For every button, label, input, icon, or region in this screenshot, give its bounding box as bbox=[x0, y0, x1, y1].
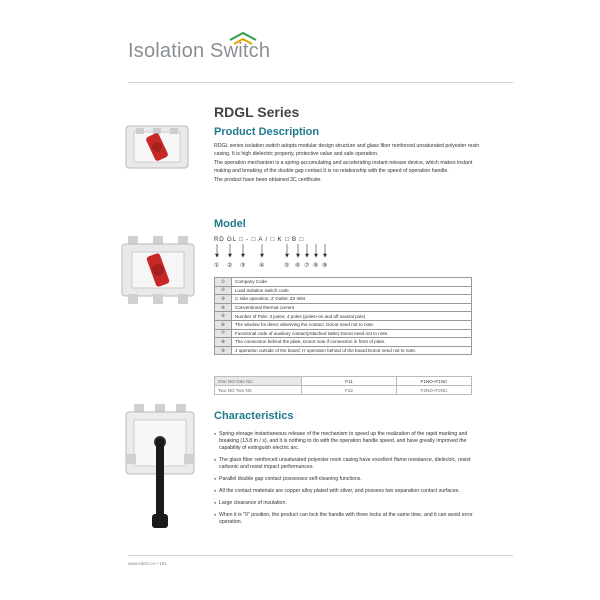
roof-logo-icon bbox=[228, 32, 258, 46]
table-row bbox=[215, 377, 472, 386]
brand-title: Isolation Switch bbox=[128, 40, 271, 62]
product-description-body bbox=[214, 143, 482, 185]
table-row bbox=[215, 303, 472, 312]
row-description: J operation outside of the board; H operation behind of the board.Donot need not to note. bbox=[232, 346, 472, 355]
aux-cell: F22 bbox=[302, 386, 397, 395]
table-row bbox=[215, 286, 472, 295]
description-paragraph: RDGL series isolation switch adopts modular design structure and glass fiber reinforced unsaturated polyester resin casing. It is high dielectric property, protective value and safe operation. bbox=[214, 143, 480, 157]
marker: ① bbox=[214, 263, 220, 269]
footer-rule bbox=[128, 555, 513, 556]
characteristics-list bbox=[214, 431, 482, 531]
auxiliary-contact-table bbox=[214, 376, 472, 395]
model-markers bbox=[214, 262, 334, 270]
model-heading: Model bbox=[214, 218, 246, 230]
table-row bbox=[215, 312, 472, 321]
aux-cell: F2NO+F2NC bbox=[397, 386, 472, 395]
product-image-1 bbox=[122, 122, 192, 172]
product-description-heading: Product Description bbox=[214, 126, 320, 138]
row-number: ③ bbox=[215, 295, 232, 304]
list-item: ● The glass fiber reinforced unsaturated polyester resin casing have excellent flame resistance, dielectric, resist carbonic and resist impact performances. bbox=[214, 457, 482, 471]
row-number: ⑤ bbox=[215, 312, 232, 321]
row-description: Load isolation switch code bbox=[232, 286, 472, 295]
row-description: C side operation; Z Outlet; Z2 Inlet bbox=[232, 295, 472, 304]
characteristics-heading: Characteristics bbox=[214, 410, 294, 422]
series-title: RDGL Series bbox=[214, 104, 300, 120]
row-number: ⑥ bbox=[215, 320, 232, 329]
footer-text: www.rdcln.cn • 101 bbox=[128, 561, 167, 566]
description-paragraph: The operation mechanism is a spring-accumulating and accelerating instant-release device, which makes instant making and breaking of the double gap contact.It is no relationship with the speed of operation handle. bbox=[214, 160, 473, 174]
row-description: Functional code of auxiliary contact(Attached table).Donot need not to note. bbox=[232, 329, 472, 338]
row-number: ⑨ bbox=[215, 346, 232, 355]
header-rule bbox=[128, 82, 513, 83]
list-item: ● Parallel double gap contact possesses self-cleaning functions. bbox=[214, 476, 482, 483]
model-arrows bbox=[214, 244, 334, 260]
marker: ③ bbox=[240, 263, 246, 269]
row-number: ⑦ bbox=[215, 329, 232, 338]
row-number: ④ bbox=[215, 303, 232, 312]
row-number: ① bbox=[215, 278, 232, 287]
table-row bbox=[215, 386, 472, 395]
marker: ⑨ bbox=[322, 263, 328, 269]
aux-cell: F11 bbox=[302, 377, 397, 386]
aux-cell: Two NO Two NC bbox=[215, 386, 302, 395]
table-row bbox=[215, 278, 472, 287]
marker: ② bbox=[227, 263, 233, 269]
product-image-2 bbox=[118, 232, 198, 308]
description-paragraph: The product have been obtained 3C certificate. bbox=[214, 177, 322, 184]
row-number: ② bbox=[215, 286, 232, 295]
marker: ⑧ bbox=[313, 263, 319, 269]
model-code: RD GL □ - □ A / □ K □ B □ bbox=[214, 236, 305, 243]
row-description: Company Code bbox=[232, 278, 472, 287]
list-item: ● When it is "0" position, the product can lock the handle with three locks at the same time, and it can avoid error operation. bbox=[214, 512, 482, 526]
row-description: The connection behind the plate, Donot note if connection in front of plate. bbox=[232, 338, 472, 347]
row-description: Number of Pole: 3 poles; 4 poles (poles+on and off neutral pole) bbox=[232, 312, 472, 321]
table-row bbox=[215, 329, 472, 338]
list-item: ● Large clearance of insulation. bbox=[214, 500, 482, 507]
aux-cell: One NO One NC bbox=[215, 377, 302, 386]
product-image-3 bbox=[120, 402, 200, 530]
row-number: ⑧ bbox=[215, 338, 232, 347]
row-description: Conventional thermal current bbox=[232, 303, 472, 312]
table-row bbox=[215, 320, 472, 329]
table-row bbox=[215, 338, 472, 347]
marker: ⑦ bbox=[304, 263, 310, 269]
list-item: ● Spring-storage instantaneous release of the mechanism to speed up the realization of the rapid marking and breaking (13.8 m / s), and it is nothing to do with the operation handle speed, and have greatly improved the capability of extinguish electric arc. bbox=[214, 431, 482, 452]
marker: ⑤ bbox=[284, 263, 290, 269]
table-row bbox=[215, 295, 472, 304]
list-item: ● All the contact materials are copper alloy plated with silver, and possess two separation contact surfaces. bbox=[214, 488, 482, 495]
model-code-table bbox=[214, 277, 472, 355]
aux-cell: F1NO+F1NC bbox=[397, 377, 472, 386]
table-row bbox=[215, 346, 472, 355]
marker: ④ bbox=[259, 263, 265, 269]
marker: ⑥ bbox=[295, 263, 301, 269]
row-description: The window for direct observing the contact. Donot need not to note. bbox=[232, 320, 472, 329]
